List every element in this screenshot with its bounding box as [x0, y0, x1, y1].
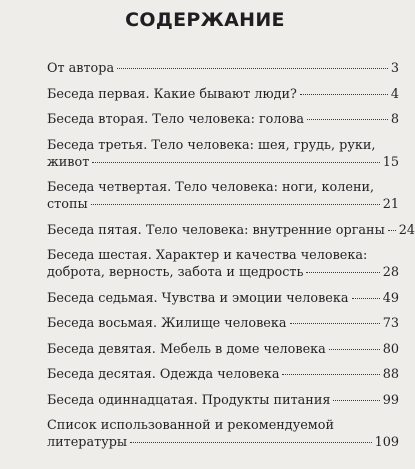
dot-leader: [282, 374, 379, 375]
toc-entry-title: Беседа третья. Тело человека: шея, грудь, руки,: [47, 137, 376, 153]
toc-entry[interactable]: [47, 137, 399, 171]
dot-leader: [130, 442, 371, 443]
table-of-contents: [47, 60, 415, 460]
toc-entry[interactable]: [47, 341, 399, 358]
toc-entry[interactable]: [47, 290, 399, 307]
toc-entry-title: Список использованной и рекомендуемой: [47, 418, 334, 433]
toc-page-number: 21: [382, 197, 399, 212]
toc-page-number: 8: [390, 112, 399, 127]
toc-entry[interactable]: [47, 392, 399, 409]
dot-leader: [92, 162, 379, 163]
dot-leader: [329, 349, 380, 350]
toc-entry-title: От автора: [47, 61, 115, 76]
toc-entry-title: Беседа одиннадцатая. Продукты питания: [47, 392, 331, 408]
toc-entry-title: Беседа четвертая. Тело человека: ноги, колени,: [47, 180, 375, 195]
toc-entry[interactable]: [47, 222, 415, 239]
dot-leader: [307, 119, 388, 120]
toc-entry[interactable]: [47, 315, 399, 332]
toc-page-number: 99: [382, 392, 399, 408]
dot-leader: [300, 94, 388, 95]
toc-entry[interactable]: [47, 60, 399, 77]
toc-page-number: 88: [382, 367, 399, 382]
toc-entry-title: Беседа первая. Какие бывают люди?: [47, 86, 297, 102]
toc-page-number: 15: [382, 154, 399, 170]
toc-page-number: 4: [390, 86, 399, 102]
toc-entry-title: Беседа шестая. Характер и качества человека:: [47, 248, 368, 263]
toc-entry-title: Беседа десятая. Одежда человека: [47, 367, 280, 382]
toc-entry-title-continued: живот: [47, 154, 90, 170]
toc-entry[interactable]: [47, 111, 399, 128]
toc-entry[interactable]: [47, 366, 399, 383]
toc-entry-title: Беседа пятая. Тело человека: внутренние органы: [47, 222, 385, 238]
toc-page-number: 73: [382, 316, 399, 331]
dot-leader: [290, 323, 380, 324]
dot-leader: [91, 204, 380, 205]
dot-leader: [352, 298, 380, 299]
toc-entry-title: Беседа восьмая. Жилище человека: [47, 316, 287, 331]
toc-entry-title-continued: доброта, верность, забота и щедрость: [47, 265, 304, 280]
toc-page-number: 49: [382, 290, 399, 306]
toc-page-number: 28: [382, 265, 399, 280]
toc-entry-title: Беседа девятая. Мебель в доме человека: [47, 341, 326, 357]
dot-leader: [117, 68, 388, 69]
toc-page-number: 109: [374, 435, 399, 450]
dot-leader: [333, 400, 379, 401]
toc-page-number: 24: [398, 222, 415, 238]
toc-entry-title: Беседа седьмая. Чувства и эмоции человека: [47, 290, 349, 306]
toc-entry-title-continued: стопы: [47, 197, 88, 212]
toc-page-number: 80: [382, 341, 399, 357]
toc-page-number: 3: [390, 61, 399, 76]
toc-entry[interactable]: [47, 179, 399, 213]
dot-leader: [388, 230, 396, 231]
toc-entry[interactable]: [47, 86, 399, 103]
dot-leader: [306, 272, 379, 273]
toc-entry[interactable]: [47, 247, 399, 281]
page-title: СОДЕРЖАНИЕ: [125, 9, 285, 31]
toc-entry[interactable]: [47, 417, 399, 451]
toc-entry-title-continued: литературы: [47, 435, 128, 450]
toc-entry-title: Беседа вторая. Тело человека: голова: [47, 112, 305, 127]
